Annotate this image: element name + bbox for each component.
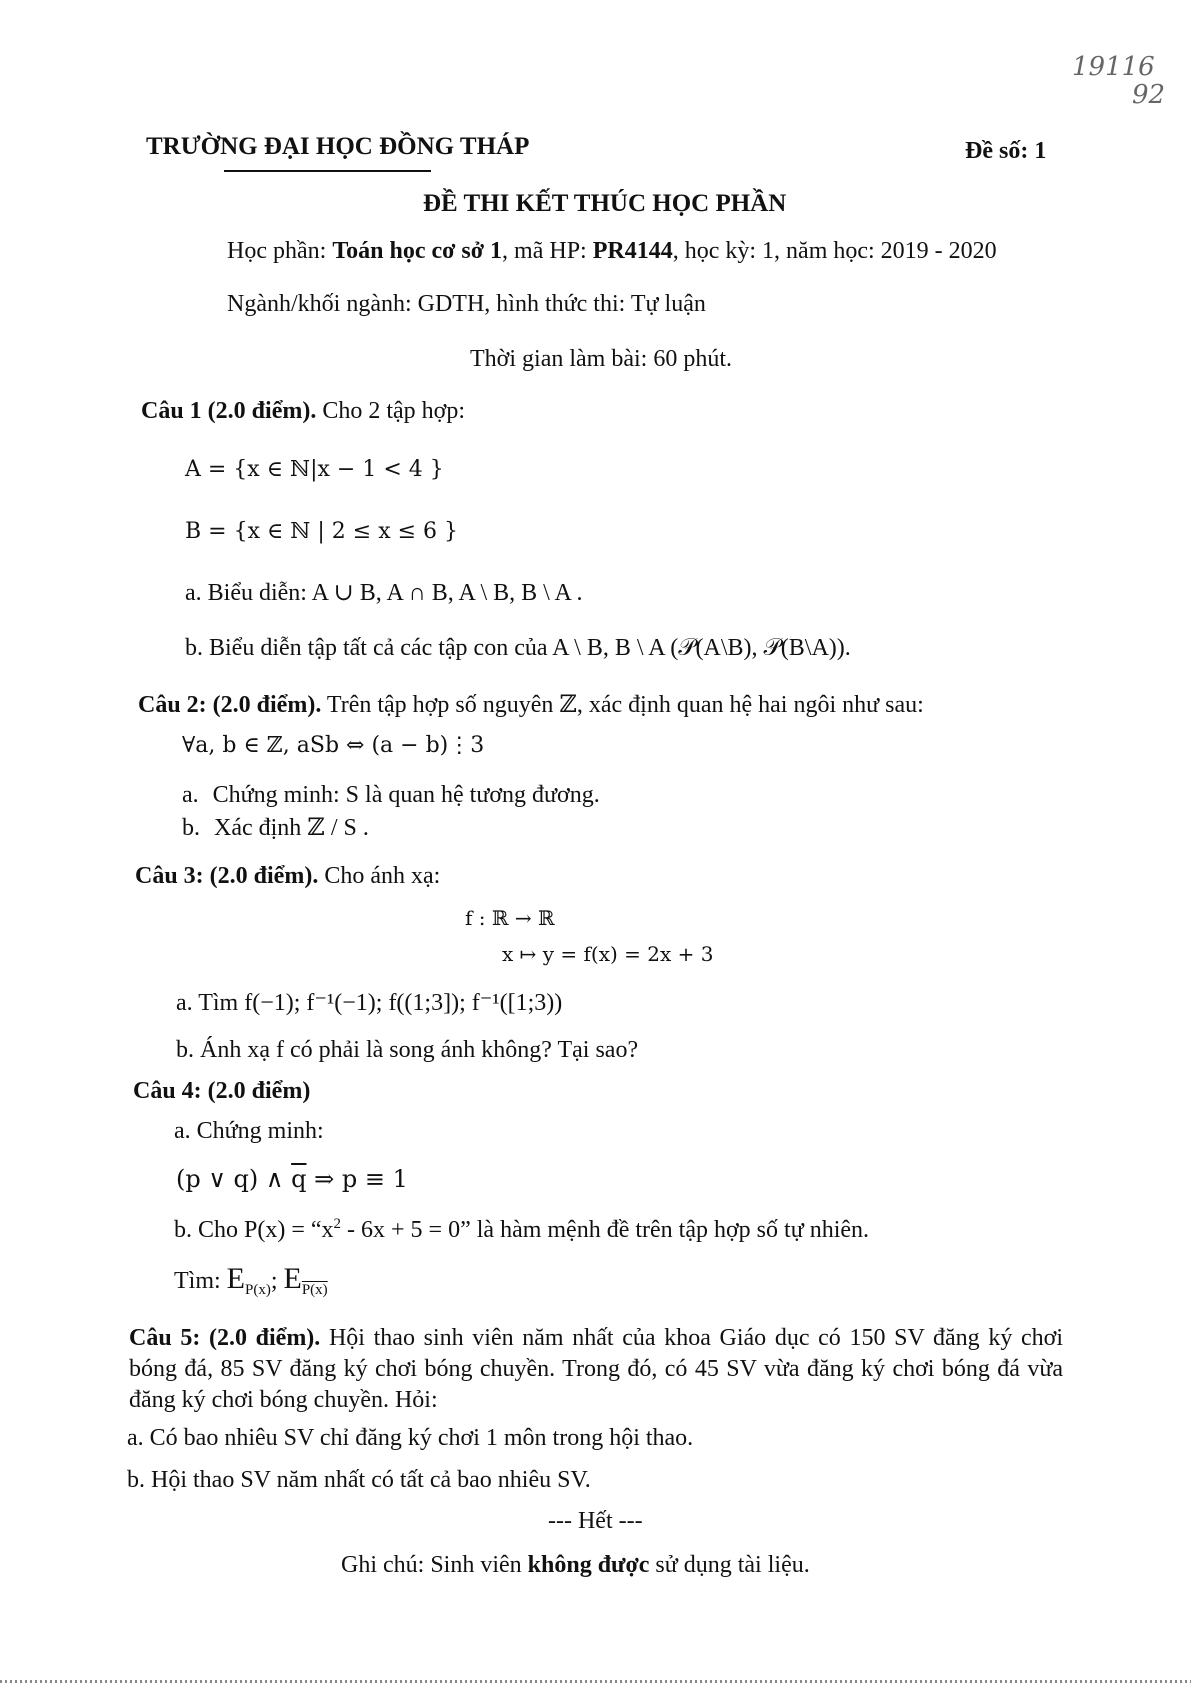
question-4-heading: Câu 4: (2.0 điểm) <box>133 1078 311 1104</box>
set-b-definition: B = {x ∈ ℕ | 2 ≤ x ≤ 6 } <box>185 519 459 544</box>
time-info: Thời gian làm bài: 60 phút. <box>470 346 732 372</box>
course-name: Toán học cơ sở 1 <box>332 238 503 264</box>
course-info: Học phần: Toán học cơ sở 1, mã HP: PR4144, học kỳ: 1, năm học: 2019 - 2020 <box>227 238 997 264</box>
footer-note: Ghi chú: Sinh viên không được sử dụng tài liệu. <box>341 1552 810 1578</box>
school-underline <box>224 170 431 172</box>
mapping-domain: f : ℝ → ℝ <box>465 906 555 930</box>
question-3-part-a: a. Tìm f(−1); f⁻¹(−1); f((1;3]); f⁻¹([1;3)) <box>176 990 563 1016</box>
question-1-part-a: a. Biểu diễn: A ∪ B, A ∩ B, A \ B, B \ A . <box>185 580 583 606</box>
question-4-part-a: a. Chứng minh: <box>174 1118 324 1144</box>
question-4-find: Tìm: $E_{P(x)}$; $E_{P(x)}$ <box>174 1262 328 1298</box>
logic-formula: (p ∨ q) ∧ $\overline{q}$ ⇒ p ≡ 1 <box>176 1165 408 1193</box>
question-1-heading: Câu 1 (2.0 điểm). Cho 2 tập hợp: <box>141 398 466 424</box>
question-5-text: Câu 5: (2.0 điểm). Hội thao sinh viên năm nhất của khoa Giáo dục có 150 SV đăng ký chơi bóng đá, 85 SV đăng ký chơi bóng chuyền. Trong đó, có 45 SV vừa đăng ký chơi bóng đá vừa đăng ký chơi bóng chuyền. Hỏi: <box>129 1325 1063 1413</box>
handwritten-number-2: 92 <box>1132 80 1166 110</box>
exam-number: Đề số: 1 <box>965 138 1047 164</box>
course-code: PR4144 <box>592 238 673 264</box>
question-3-heading: Câu 3: (2.0 điểm). Cho ánh xạ: <box>135 863 441 889</box>
question-2-part-b: b. Xác định ℤ / S . <box>182 815 369 841</box>
question-2-heading: Câu 2: (2.0 điểm). Trên tập hợp số nguyên ℤ, xác định quan hệ hai ngôi như sau: <box>138 692 924 718</box>
question-1-part-b: b. Biểu diễn tập tất cả các tập con của A \ B, B \ A (𝒫(A\B), 𝒫(B\A)). <box>185 635 851 661</box>
question-3-part-b: b. Ánh xạ f có phải là song ánh không? Tại sao? <box>176 1037 639 1063</box>
set-a-definition: A = {x ∈ ℕ|x − 1 < 4 } <box>185 457 444 482</box>
mapping-rule: x ↦ y = f(x) = 2x + 3 <box>502 942 714 966</box>
exam-title: ĐỀ THI KẾT THÚC HỌC PHẦN <box>423 190 787 217</box>
negated-q: $\overline{q}$ <box>291 1165 307 1193</box>
end-marker: --- Hết --- <box>548 1508 643 1534</box>
relation-formula: ∀a, b ∈ ℤ, aSb ⇔ (a − b)⋮3 <box>182 733 485 758</box>
school-name: TRƯỜNG ĐẠI HỌC ĐỒNG THÁP <box>146 133 530 160</box>
question-5-part-a: a. Có bao nhiêu SV chỉ đăng ký chơi 1 môn trong hội thao. <box>127 1425 694 1451</box>
major-info: Ngành/khối ngành: GDTH, hình thức thi: Tự luận <box>227 291 706 317</box>
question-2-part-a: a. Chứng minh: S là quan hệ tương đương. <box>182 782 600 808</box>
question-4-part-b: b. Cho $P(x) = “x^2 - 6x + 5 = 0$” là hàm mệnh đề trên tập hợp số tự nhiên. <box>174 1216 870 1243</box>
handwritten-number-1: 19116 <box>1072 52 1155 82</box>
question-5-part-b: b. Hội thao SV năm nhất có tất cả bao nhiêu SV. <box>127 1467 591 1493</box>
